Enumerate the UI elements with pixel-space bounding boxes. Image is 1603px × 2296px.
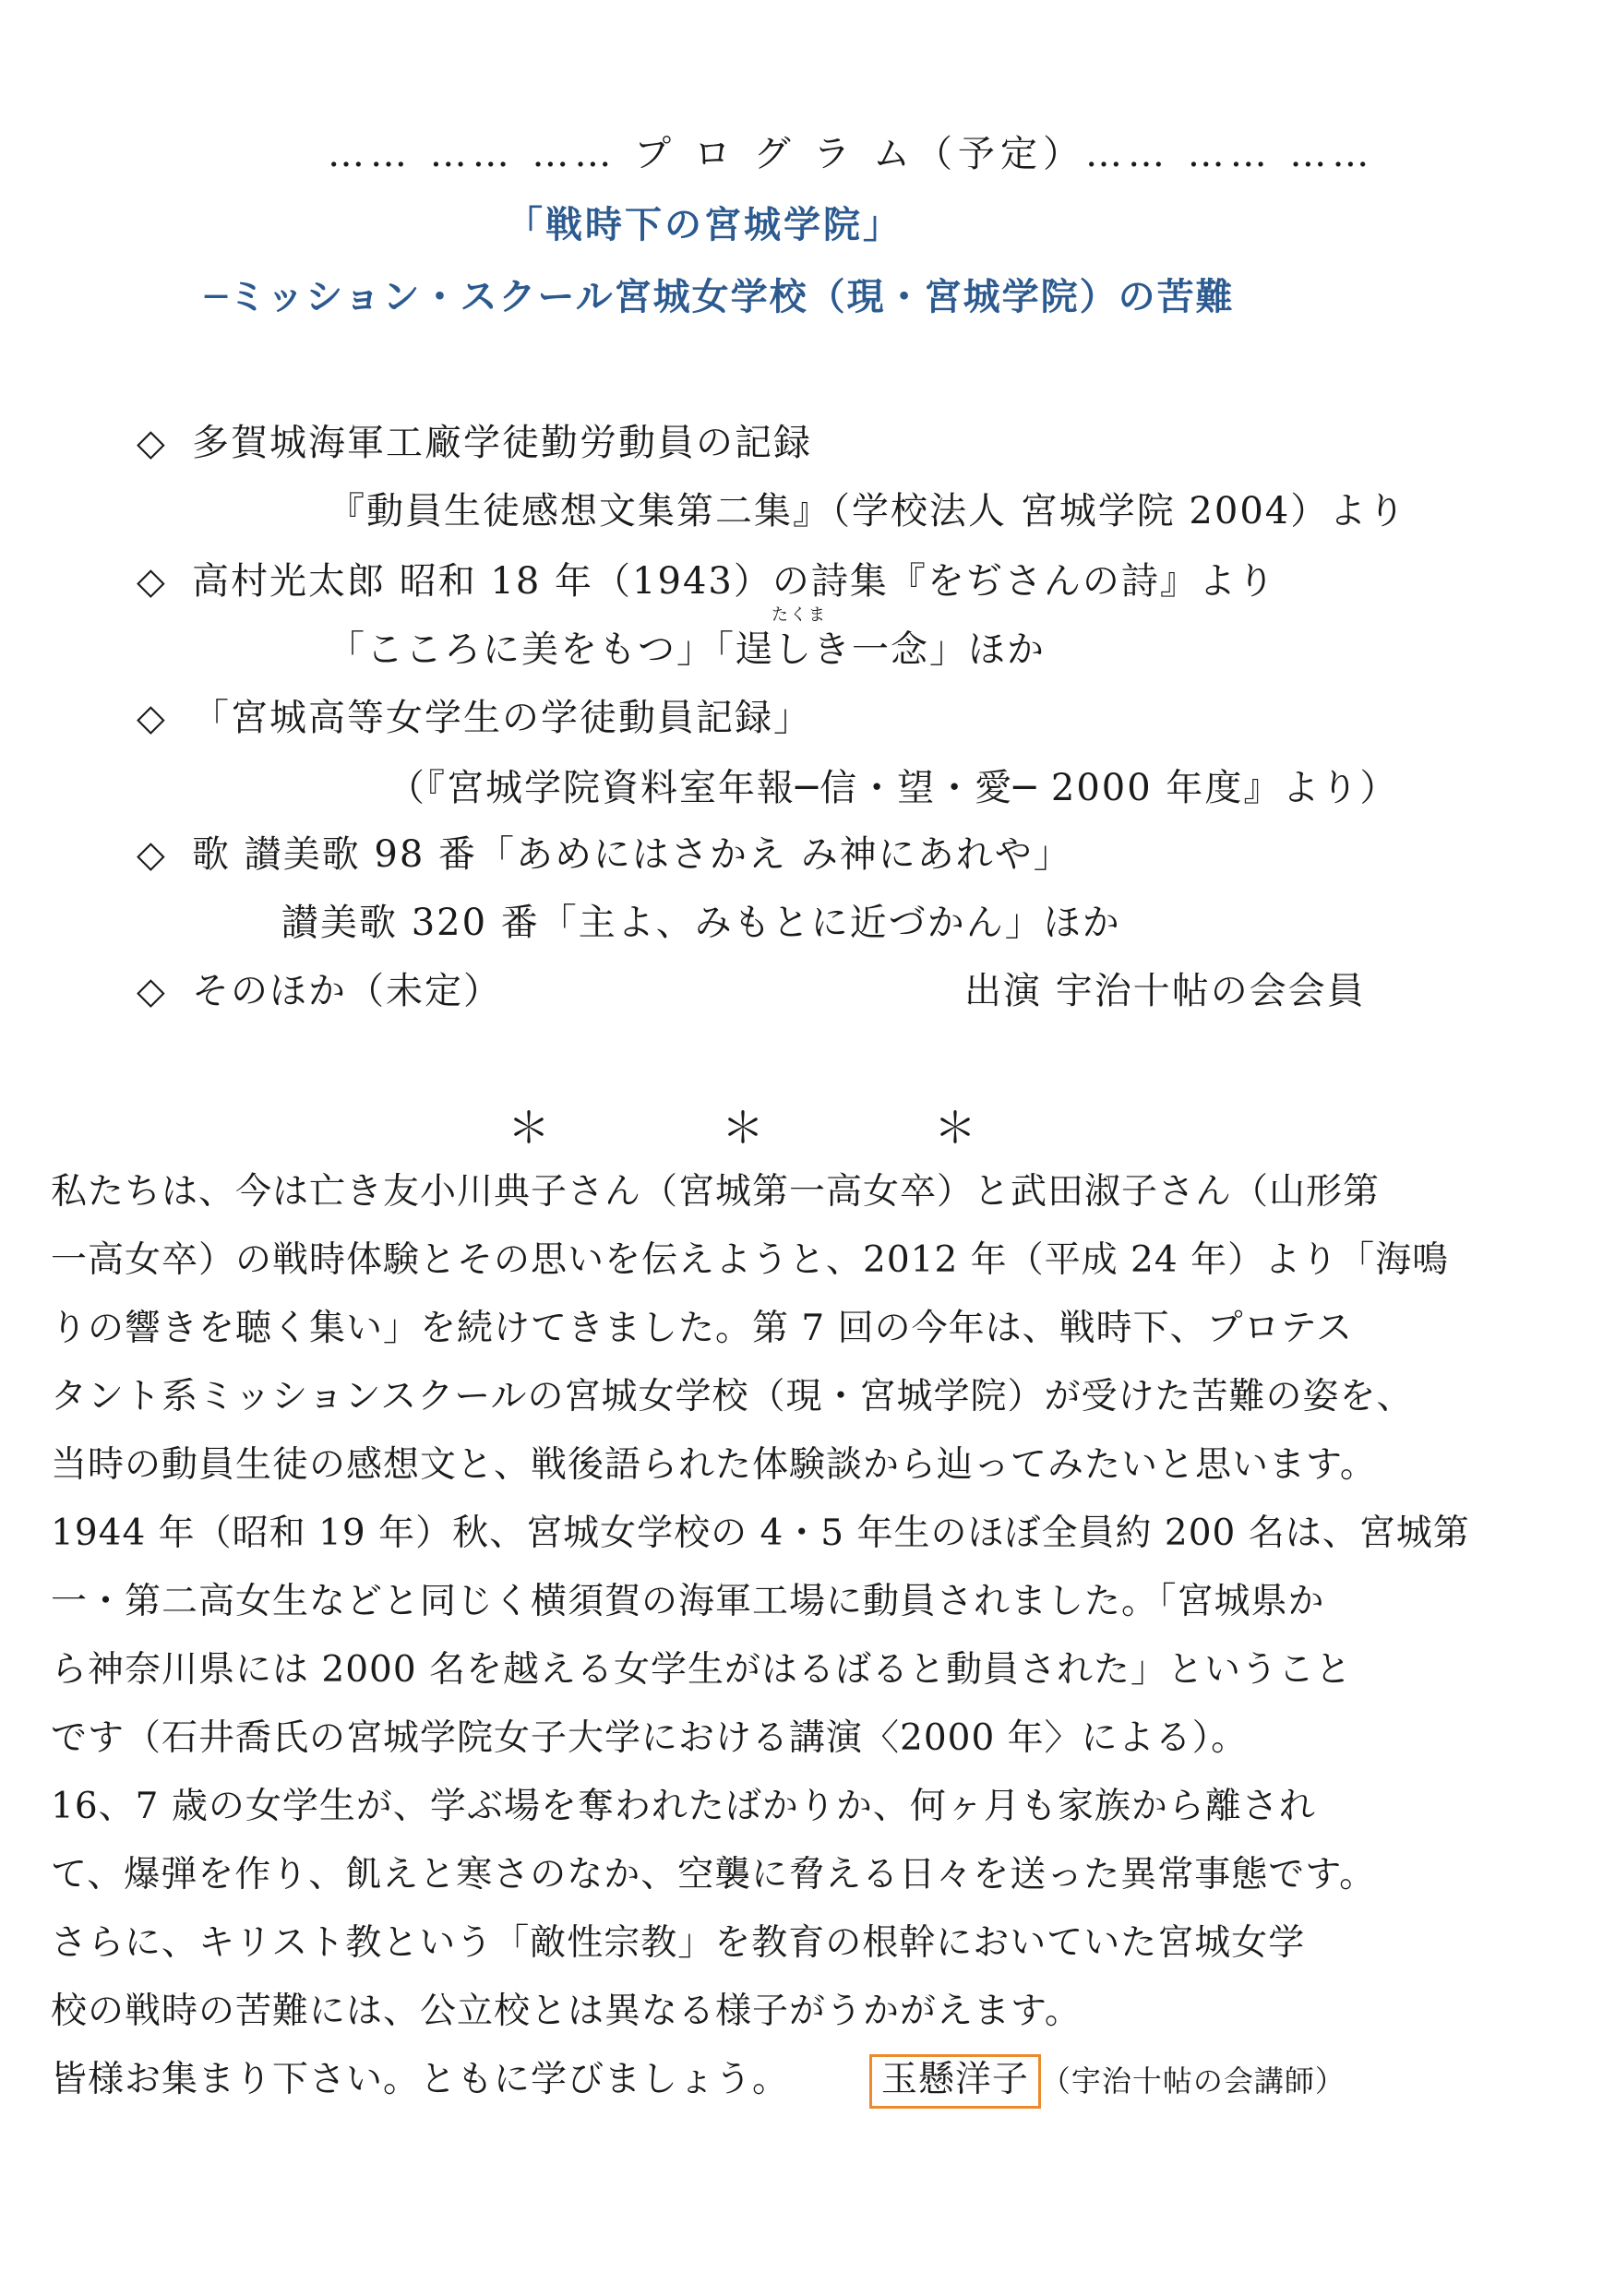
- separator-star: ＊: [934, 1103, 976, 1153]
- body-line: りの響きを聴く集い」を続けてきました。第 7 回の今年は、戦時下、プロテス: [51, 1308, 1354, 1349]
- program-item-3: [137, 688, 812, 741]
- event-subtitle: ─ミッション・スクール宮城女学校（現・宮城学院）の苦難: [205, 275, 1235, 318]
- program-item-1-sub: 『動員生徒感想文集第二集』（学校法人 宮城学院 2004）より: [328, 490, 1407, 532]
- separator-star: ＊: [508, 1103, 550, 1153]
- program-item-4-sub: 讃美歌 320 番「主よ、みもとに近づかん」ほか: [281, 902, 1121, 944]
- diamond-bullet-icon: ◇: [137, 422, 167, 464]
- program-item-text: 「宮城高等女学生の学徒動員記録」: [192, 697, 812, 739]
- program-item-text: 高村光太郎 昭和 18 年（1943）の詩集『をぢさんの詩』より: [192, 560, 1276, 603]
- body-line: 一・第二高女生などと同じく横須賀の海軍工場に動員されました。「宮城県か: [51, 1581, 1325, 1622]
- performer-credit: 出演 宇治十帖の会会員: [964, 970, 1366, 1012]
- body-line: て、爆弾を作り、飢えと寒さのなか、空襲に脅える日々を送った異常事態です。: [51, 1854, 1377, 1895]
- program-item-text: 多賀城海軍工廠学徒勤労動員の記録: [192, 422, 812, 464]
- body-line: 当時の動員生徒の感想文と、戦後語られた体験談から辿ってみたいと思います。: [51, 1444, 1377, 1486]
- program-item-5: [137, 962, 502, 1014]
- program-item-3-sub: （『宮城学院資料室年報─信・望・愛─ 2000 年度』より）: [388, 767, 1399, 809]
- diamond-bullet-icon: ◇: [137, 560, 167, 603]
- body-line: ら神奈川県には 2000 名を越える女学生がはるばると動員された」ということ: [51, 1649, 1353, 1691]
- program-item-text: そのほか（未定）: [192, 970, 502, 1012]
- author-name-highlight: 玉懸洋子: [869, 2054, 1041, 2109]
- program-item-1: [137, 413, 812, 466]
- event-title: 「戦時下の宮城学院」: [506, 203, 903, 246]
- program-title: …… …… …… プ ロ グ ラ ム（予定）…… …… ……: [328, 133, 1375, 175]
- body-line: 校の戦時の苦難には、公立校とは異なる様子がうかがえます。: [51, 1991, 1082, 2032]
- body-line: タント系ミッションスクールの宮城女学校（現・宮城学院）が受けた苦難の姿を、: [51, 1376, 1414, 1417]
- program-item-2: [137, 552, 1276, 604]
- diamond-bullet-icon: ◇: [137, 833, 167, 876]
- closing-line: [51, 2051, 1546, 2102]
- body-line: です（石井喬氏の宮城学院女子大学における講演〈2000 年〉による）。: [51, 1717, 1249, 1759]
- program-item-2-sub: 「こころに美をもつ」「逞しき一念」ほか: [328, 628, 1046, 671]
- program-item-text: 歌 讃美歌 98 番「あめにはさかえ み神にあれや」: [192, 833, 1072, 876]
- author-role: （宇治十帖の会講師）: [1040, 2063, 1346, 2099]
- body-line: 私たちは、今は亡き友小川典子さん（宮城第一高女卒）と武田淑子さん（山形第: [51, 1171, 1381, 1213]
- body-line: 一高女卒）の戦時体験とその思いを伝えようと、2012 年（平成 24 年）より「海鳴: [51, 1239, 1450, 1281]
- ruby-annotation: たくま: [772, 605, 827, 625]
- separator-star: ＊: [722, 1103, 764, 1153]
- closing-text: 皆様お集まり下さい。ともに学びましょう。: [51, 2059, 790, 2100]
- diamond-bullet-icon: ◇: [137, 697, 167, 739]
- body-line: さらに、キリスト教という「敵性宗教」を教育の根幹においていた宮城女学: [51, 1922, 1306, 1964]
- body-line: 16、7 歳の女学生が、学ぶ場を奪われたばかりか、何ヶ月も家族から離され: [51, 1786, 1316, 1827]
- body-line: 1944 年（昭和 19 年）秋、宮城女学校の 4・5 年生のほぼ全員約 200 名は、宮城第: [51, 1513, 1470, 1554]
- program-item-4: [137, 825, 1072, 878]
- diamond-bullet-icon: ◇: [137, 970, 167, 1012]
